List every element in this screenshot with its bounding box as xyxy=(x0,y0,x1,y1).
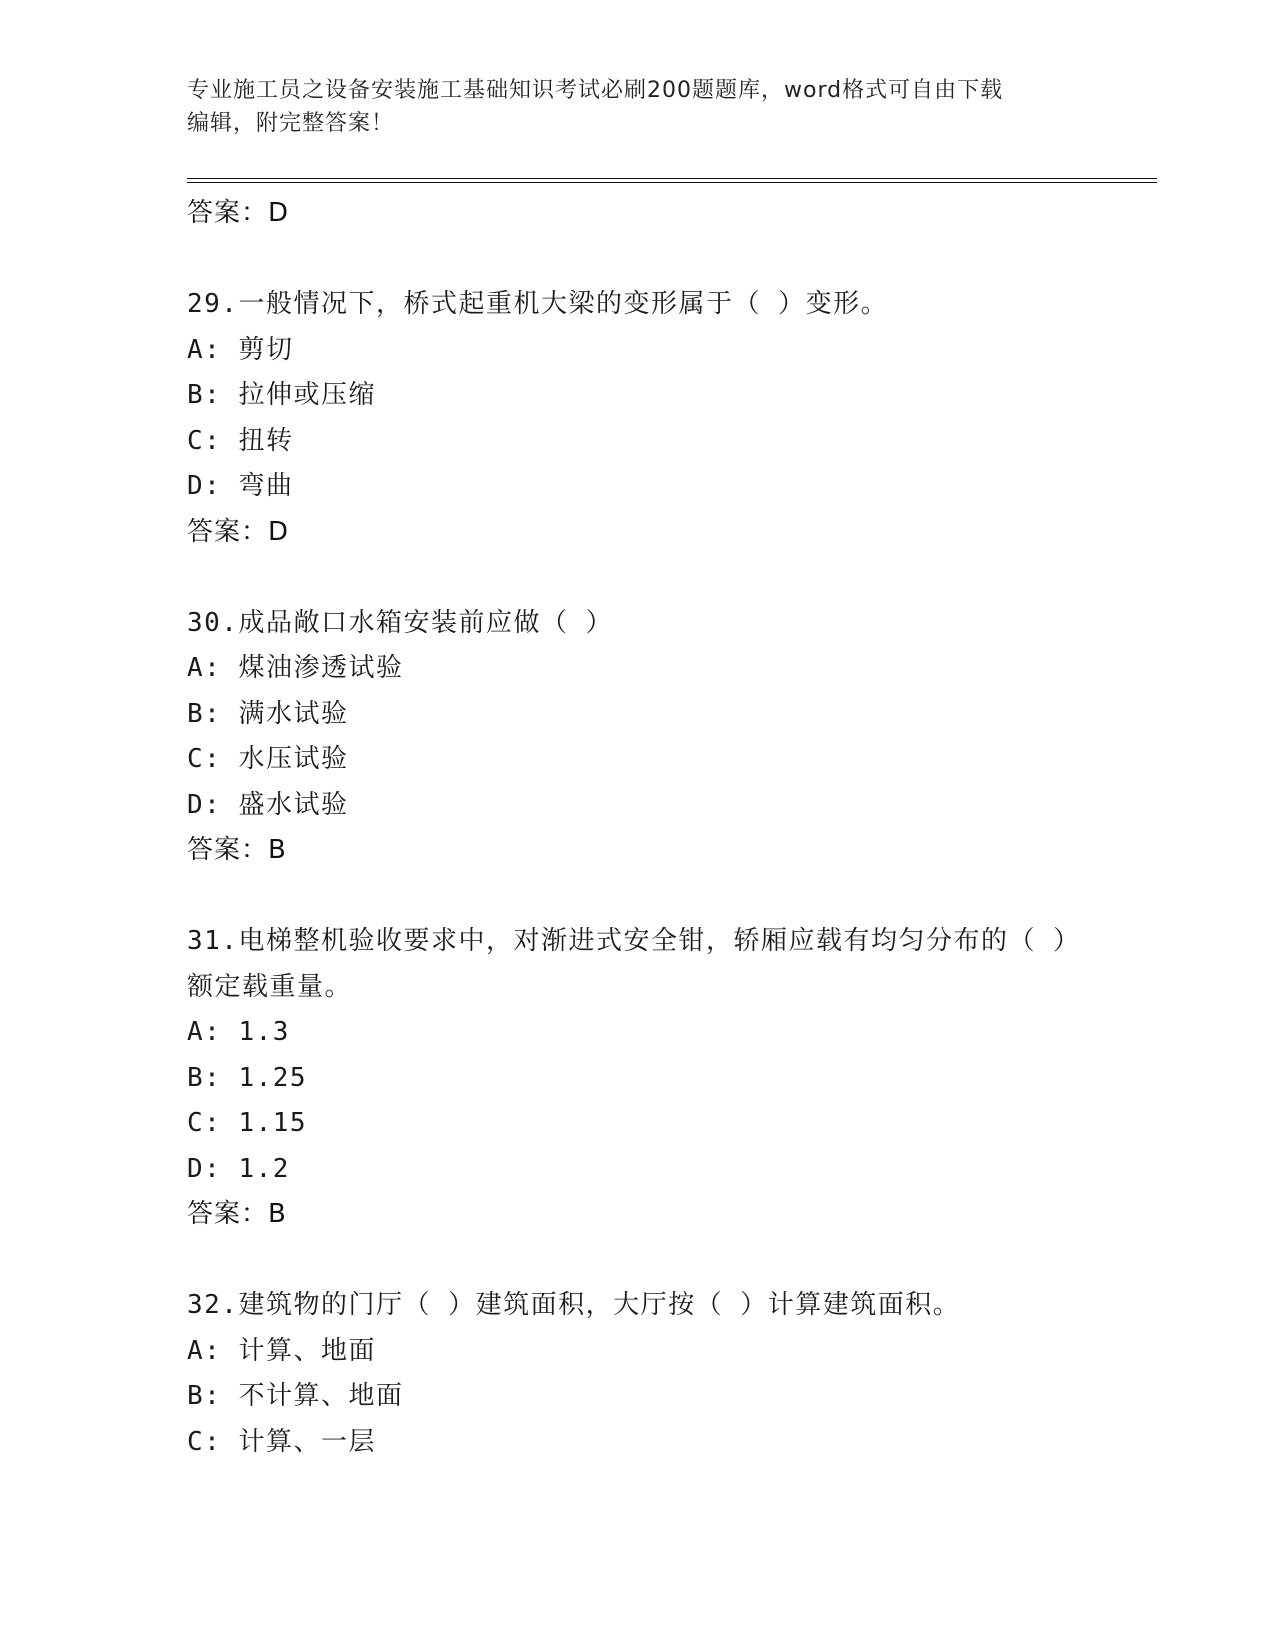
option-a: A: 1.3 xyxy=(187,1017,290,1047)
option-b: B: 1.25 xyxy=(187,1062,308,1093)
question-text: 30.成品敞口水箱安装前应做（ ） xyxy=(187,607,614,638)
option-b: B: 满水试验 xyxy=(187,698,349,729)
option-d: D: 盛水试验 xyxy=(187,789,349,820)
header-title-line-1: 专业施工员之设备安装施工基础知识考试必刷200题题库，word格式可自由下载 xyxy=(187,78,1004,103)
spacer xyxy=(187,237,1087,283)
option-c: C: 1.15 xyxy=(187,1108,308,1138)
answer-line: 答案：B xyxy=(187,835,287,865)
header-divider xyxy=(187,178,1157,183)
question-block xyxy=(187,601,1087,874)
option-a: A: 计算、地面 xyxy=(187,1335,376,1366)
option-c: C: 水压试验 xyxy=(187,744,349,774)
page-header xyxy=(187,74,1067,140)
question-text: 31.电梯整机验收要求中，对渐进式安全钳，轿厢应载有均匀分布的（ ）额定载重量。 xyxy=(187,926,1081,1002)
answer-line: 答案：D xyxy=(187,516,290,547)
option-d: D: 弯曲 xyxy=(187,471,294,501)
option-a: A: 煤油渗透试验 xyxy=(187,653,404,683)
spacer xyxy=(187,555,1087,601)
option-a: A: 剪切 xyxy=(187,334,294,365)
answer-line: 答案：B xyxy=(187,1199,287,1229)
option-d: D: 1.2 xyxy=(187,1153,290,1184)
answer-line: 答案：D xyxy=(187,198,290,228)
question-block xyxy=(187,282,1087,555)
question-block xyxy=(187,919,1087,1238)
option-b: B: 拉伸或压缩 xyxy=(187,380,376,410)
option-c: C: 扭转 xyxy=(187,425,294,456)
question-text: 32.建筑物的门厅（ ）建筑面积，大厅按（ ）计算建筑面积。 xyxy=(187,1290,961,1320)
option-b: B: 不计算、地面 xyxy=(187,1381,404,1411)
spacer xyxy=(187,874,1087,920)
option-c: C: 计算、一层 xyxy=(187,1426,376,1457)
document-body xyxy=(187,191,1087,1465)
spacer xyxy=(187,1238,1087,1284)
header-title-line-2: 编辑，附完整答案！ xyxy=(187,111,395,136)
question-block xyxy=(187,1283,1087,1465)
question-text: 29.一般情况下，桥式起重机大梁的变形属于（ ）变形。 xyxy=(187,289,889,319)
